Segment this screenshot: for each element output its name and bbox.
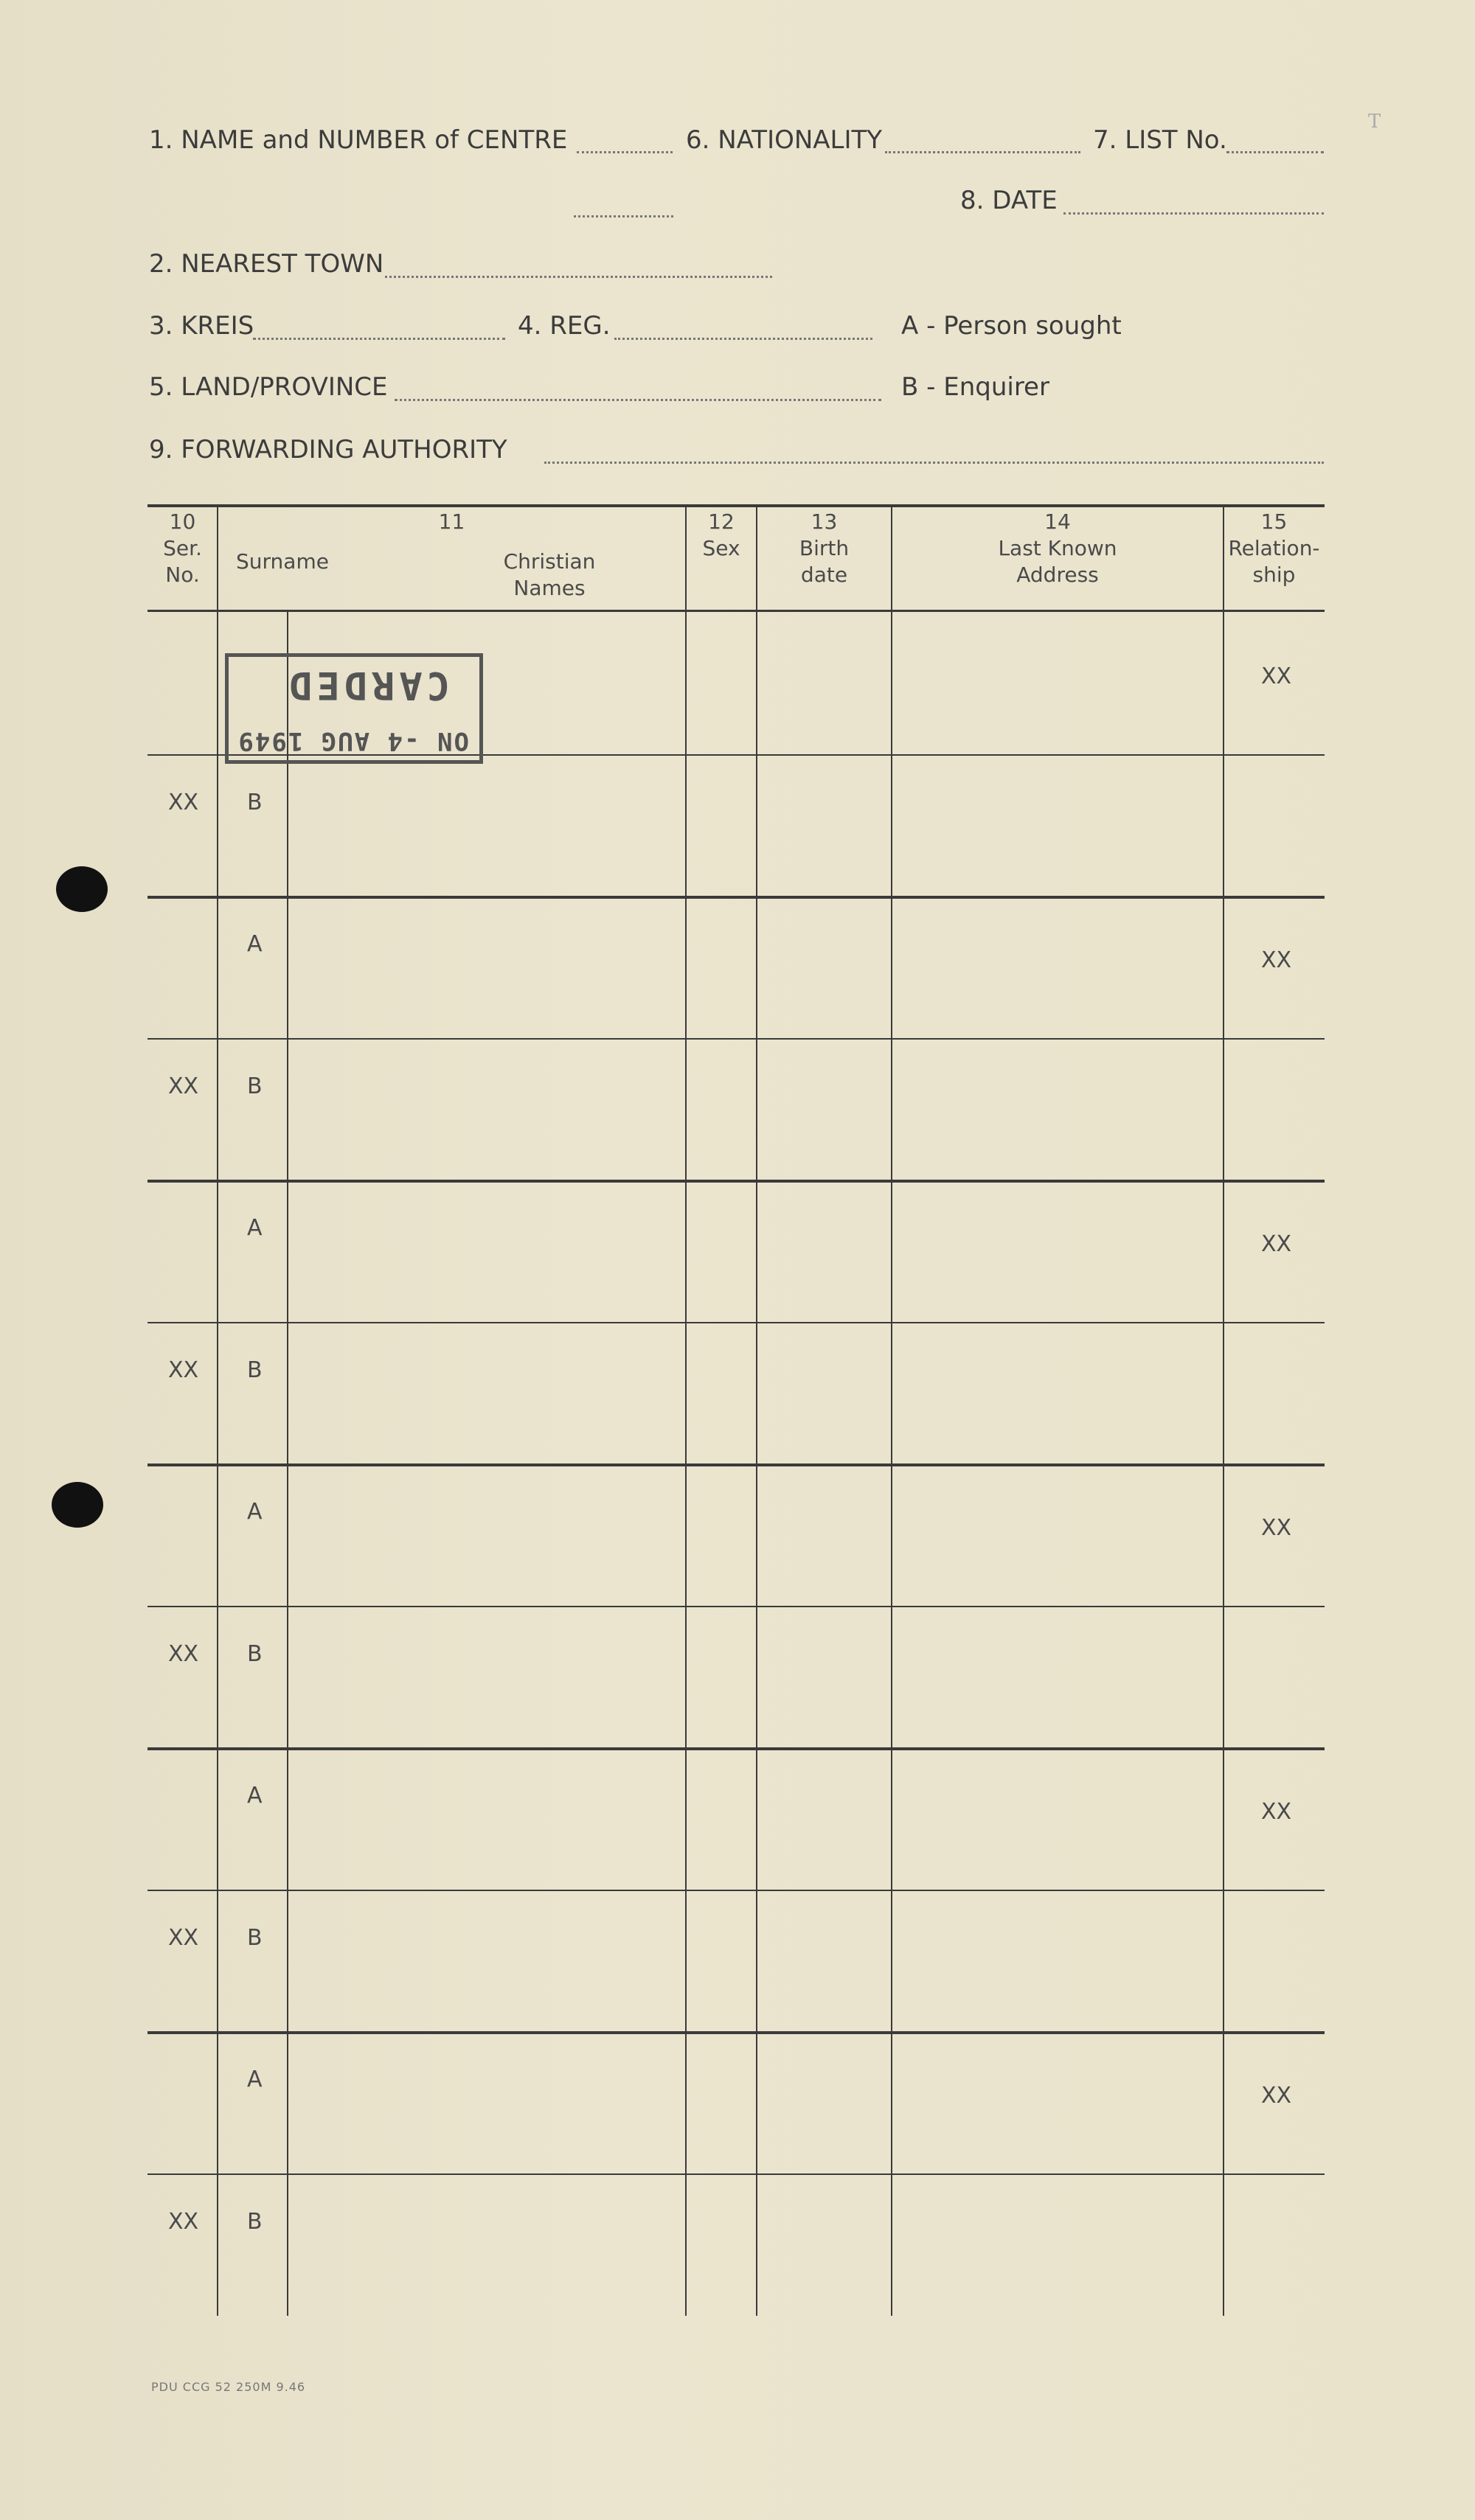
row-divider <box>685 1606 687 1748</box>
field-authority-label: 9. FORWARDING AUTHORITY <box>149 435 507 464</box>
row-divider <box>217 2173 218 2316</box>
header-col15-line1: Relation- <box>1228 536 1320 560</box>
header-col13-line2: date <box>800 563 848 587</box>
form-footer-code: PDU CCG 52 250M 9.46 <box>151 2380 306 2394</box>
header-col10-line2: No. <box>165 563 200 587</box>
field-date-line[interactable] <box>1063 212 1324 215</box>
field-centre-line[interactable] <box>577 151 673 153</box>
row-divider <box>891 2031 892 2173</box>
legend-enquirer: B - Enquirer <box>901 372 1049 402</box>
row-divider <box>287 1747 288 1890</box>
row-divider <box>1223 1180 1224 1322</box>
header-col10 <box>148 509 218 588</box>
row-divider <box>217 2031 218 2173</box>
header-divider-14 <box>1223 507 1224 610</box>
name-cell[interactable] <box>289 757 684 894</box>
sex-cell[interactable] <box>687 1609 755 1745</box>
row-divider <box>287 1038 288 1180</box>
row-relationship: XX <box>1261 2083 1292 2109</box>
row-divider <box>756 612 757 754</box>
birthdate-cell[interactable] <box>758 1750 890 1887</box>
address-cell[interactable] <box>893 2034 1222 2171</box>
row-divider <box>891 1180 892 1322</box>
row-type-marker: B <box>247 1925 263 1951</box>
row-divider <box>685 1463 687 1606</box>
row-divider <box>1223 754 1224 897</box>
row-divider <box>1223 2031 1224 2173</box>
row-divider <box>1223 896 1224 1038</box>
row-serial-number: XX <box>168 2209 199 2235</box>
row-divider <box>217 612 218 754</box>
corner-annotation: T <box>1368 111 1381 133</box>
header-col15-line2: ship <box>1252 563 1296 587</box>
sex-cell[interactable] <box>687 1466 755 1603</box>
row-divider <box>1223 1890 1224 2032</box>
header-col11-surname: Surname <box>236 549 329 574</box>
address-cell[interactable] <box>893 2176 1222 2313</box>
row-type-marker: B <box>247 2209 263 2235</box>
row-serial-number: XX <box>168 1073 199 1099</box>
row-divider <box>217 1747 218 1890</box>
header-divider-12 <box>756 507 757 610</box>
row-divider <box>756 1322 757 1464</box>
header-col13 <box>757 509 892 588</box>
stamp-carded-text: CARDED <box>285 663 450 707</box>
row-divider <box>217 1038 218 1180</box>
row-divider <box>756 754 757 897</box>
row-divider <box>756 896 757 1038</box>
header-col11-christian <box>472 549 627 602</box>
field-centre-label: 1. NAME and NUMBER of CENTRE <box>149 125 568 155</box>
row-type-marker: B <box>247 1641 263 1667</box>
row-divider <box>217 1606 218 1748</box>
sex-cell[interactable] <box>687 2176 755 2313</box>
row-divider <box>685 1180 687 1322</box>
field-kreis-label: 3. KREIS <box>149 311 254 341</box>
punch-hole-bottom <box>52 1482 103 1528</box>
row-divider <box>1223 1038 1224 1180</box>
row-divider <box>287 1606 288 1748</box>
field-centre-line-2[interactable] <box>574 215 673 217</box>
table-header-rule <box>148 610 1325 612</box>
row-divider <box>1223 1747 1224 1890</box>
row-divider <box>685 896 687 1038</box>
row-type-marker: B <box>247 1073 263 1099</box>
row-divider <box>756 1463 757 1606</box>
row-divider <box>756 2173 757 2316</box>
header-col11-number: 11 <box>438 509 465 534</box>
row-divider <box>756 1747 757 1890</box>
table-top-rule <box>148 504 1325 507</box>
row-type-marker: B <box>247 1357 263 1383</box>
row-rule <box>148 1606 1325 1607</box>
birthdate-cell[interactable] <box>758 1183 890 1319</box>
header-col14-line2: Address <box>1016 563 1099 587</box>
row-divider <box>891 1322 892 1464</box>
row-divider <box>1223 1606 1224 1748</box>
sex-cell[interactable] <box>687 615 755 751</box>
row-divider <box>217 896 218 1038</box>
row-divider <box>891 1890 892 2032</box>
sex-cell[interactable] <box>687 2034 755 2171</box>
row-divider <box>891 754 892 897</box>
row-divider <box>891 612 892 754</box>
name-cell[interactable] <box>289 899 684 1035</box>
row-relationship: XX <box>1261 1231 1292 1257</box>
row-divider <box>287 1322 288 1464</box>
name-cell[interactable] <box>289 1750 684 1887</box>
header-col11-christian-line1: Christian <box>503 549 596 574</box>
row-relationship: XX <box>1261 1799 1292 1825</box>
header-col13-line1: Birth <box>799 536 850 560</box>
row-divider <box>287 1180 288 1322</box>
field-town-line[interactable] <box>385 276 772 278</box>
row-relationship: XX <box>1261 1515 1292 1541</box>
row-divider <box>287 2031 288 2173</box>
row-divider <box>756 1890 757 2032</box>
header-col12-number: 12 <box>708 509 735 534</box>
row-divider <box>756 1038 757 1180</box>
birthdate-cell[interactable] <box>758 757 890 894</box>
name-cell[interactable] <box>289 1183 684 1319</box>
field-list-no-line[interactable] <box>1226 151 1324 153</box>
row-rule <box>148 1038 1325 1040</box>
birthdate-cell[interactable] <box>758 615 890 751</box>
row-divider <box>891 1038 892 1180</box>
birthdate-cell[interactable] <box>758 1325 890 1461</box>
name-cell[interactable] <box>289 2176 684 2313</box>
row-divider <box>287 1890 288 2032</box>
header-col13-number: 13 <box>811 509 838 534</box>
sex-cell[interactable] <box>687 1893 755 2029</box>
row-divider <box>1223 612 1224 754</box>
legend-person-sought: A - Person sought <box>901 311 1122 341</box>
row-divider <box>891 1606 892 1748</box>
header-divider-11 <box>685 507 687 610</box>
name-cell[interactable] <box>289 1609 684 1745</box>
row-divider <box>756 2031 757 2173</box>
row-relationship: XX <box>1261 947 1292 973</box>
header-col14-number: 14 <box>1044 509 1071 534</box>
header-col12 <box>686 509 757 562</box>
name-cell[interactable] <box>289 1325 684 1461</box>
address-cell[interactable] <box>893 1609 1222 1745</box>
row-divider <box>756 1180 757 1322</box>
address-cell[interactable] <box>893 1750 1222 1887</box>
row-divider <box>685 1747 687 1890</box>
field-list-no-label: 7. LIST No. <box>1093 125 1227 155</box>
carded-stamp <box>225 653 483 764</box>
row-serial-number: XX <box>168 1357 199 1383</box>
sex-cell[interactable] <box>687 1183 755 1319</box>
row-rule <box>148 1890 1325 1891</box>
punch-hole-top <box>56 866 108 912</box>
stamp-date-line: ON -4 AUG 1949 <box>237 726 469 756</box>
row-divider <box>1223 1463 1224 1606</box>
address-cell[interactable] <box>893 1893 1222 2029</box>
row-divider <box>891 896 892 1038</box>
birthdate-cell[interactable] <box>758 1466 890 1603</box>
row-divider <box>685 1322 687 1464</box>
row-divider <box>891 1463 892 1606</box>
birthdate-cell[interactable] <box>758 1609 890 1745</box>
name-cell[interactable] <box>289 1893 684 2029</box>
row-type-marker: B <box>247 790 263 815</box>
row-type-marker: A <box>247 931 263 957</box>
address-cell[interactable] <box>893 1041 1222 1177</box>
row-divider <box>756 1606 757 1748</box>
name-cell[interactable] <box>289 2034 684 2171</box>
header-col10-number: 10 <box>169 509 196 534</box>
header-col15 <box>1224 509 1325 588</box>
row-divider <box>217 1180 218 1322</box>
row-type-marker: A <box>247 1499 263 1525</box>
field-land-label: 5. LAND/PROVINCE <box>149 372 388 402</box>
header-col11-christian-line2: Names <box>513 576 586 600</box>
address-cell[interactable] <box>893 615 1222 751</box>
sex-cell[interactable] <box>687 899 755 1035</box>
header-col10-line1: Ser. <box>163 536 202 560</box>
birthdate-cell[interactable] <box>758 899 890 1035</box>
address-cell[interactable] <box>893 757 1222 894</box>
row-rule <box>148 2173 1325 2175</box>
birthdate-cell[interactable] <box>758 1893 890 2029</box>
row-divider <box>685 754 687 897</box>
row-serial-number: XX <box>168 1641 199 1667</box>
sex-cell[interactable] <box>687 757 755 894</box>
address-cell[interactable] <box>893 1325 1222 1461</box>
header-col15-number: 15 <box>1260 509 1288 534</box>
header-divider-10 <box>217 507 218 610</box>
sex-cell[interactable] <box>687 1325 755 1461</box>
birthdate-cell[interactable] <box>758 2034 890 2171</box>
row-divider <box>217 1463 218 1606</box>
name-cell[interactable] <box>289 1041 684 1177</box>
row-divider <box>287 754 288 897</box>
sex-cell[interactable] <box>687 1750 755 1887</box>
birthdate-cell[interactable] <box>758 1041 890 1177</box>
name-cell[interactable] <box>289 1466 684 1603</box>
field-reg-line[interactable] <box>614 338 872 340</box>
row-divider <box>287 1463 288 1606</box>
row-type-marker: A <box>247 1783 263 1809</box>
address-cell[interactable] <box>893 899 1222 1035</box>
birthdate-cell[interactable] <box>758 2176 890 2313</box>
field-authority-line[interactable] <box>544 462 1324 464</box>
row-divider <box>891 2173 892 2316</box>
row-relationship: XX <box>1261 664 1292 689</box>
row-serial-number: XX <box>168 1925 199 1951</box>
row-type-marker: A <box>247 1215 263 1241</box>
row-rule <box>148 1322 1325 1323</box>
row-divider <box>685 2173 687 2316</box>
row-divider <box>685 2031 687 2173</box>
row-serial-number: XX <box>168 790 199 815</box>
header-col14-line1: Last Known <box>998 536 1117 560</box>
field-reg-label: 4. REG. <box>518 311 611 341</box>
field-nationality-label: 6. NATIONALITY <box>686 125 883 155</box>
address-cell[interactable] <box>893 1466 1222 1603</box>
row-divider <box>287 2173 288 2316</box>
field-kreis-line[interactable] <box>253 338 505 340</box>
row-divider <box>217 1322 218 1464</box>
row-divider <box>685 612 687 754</box>
sex-cell[interactable] <box>687 1041 755 1177</box>
row-divider <box>287 896 288 1038</box>
row-divider <box>685 1890 687 2032</box>
row-divider <box>1223 1322 1224 1464</box>
field-town-label: 2. NEAREST TOWN <box>149 249 384 279</box>
row-divider <box>685 1038 687 1180</box>
header-divider-13 <box>891 507 892 610</box>
row-divider <box>217 754 218 897</box>
address-cell[interactable] <box>893 1183 1222 1319</box>
header-col12-line1: Sex <box>702 536 740 560</box>
field-date-label: 8. DATE <box>960 186 1058 215</box>
header-col14 <box>892 509 1224 588</box>
row-divider <box>891 1747 892 1890</box>
field-land-line[interactable] <box>395 399 881 401</box>
row-divider <box>1223 2173 1224 2316</box>
field-nationality-line[interactable] <box>885 151 1080 153</box>
row-divider <box>217 1890 218 2032</box>
row-type-marker: A <box>247 2067 263 2092</box>
